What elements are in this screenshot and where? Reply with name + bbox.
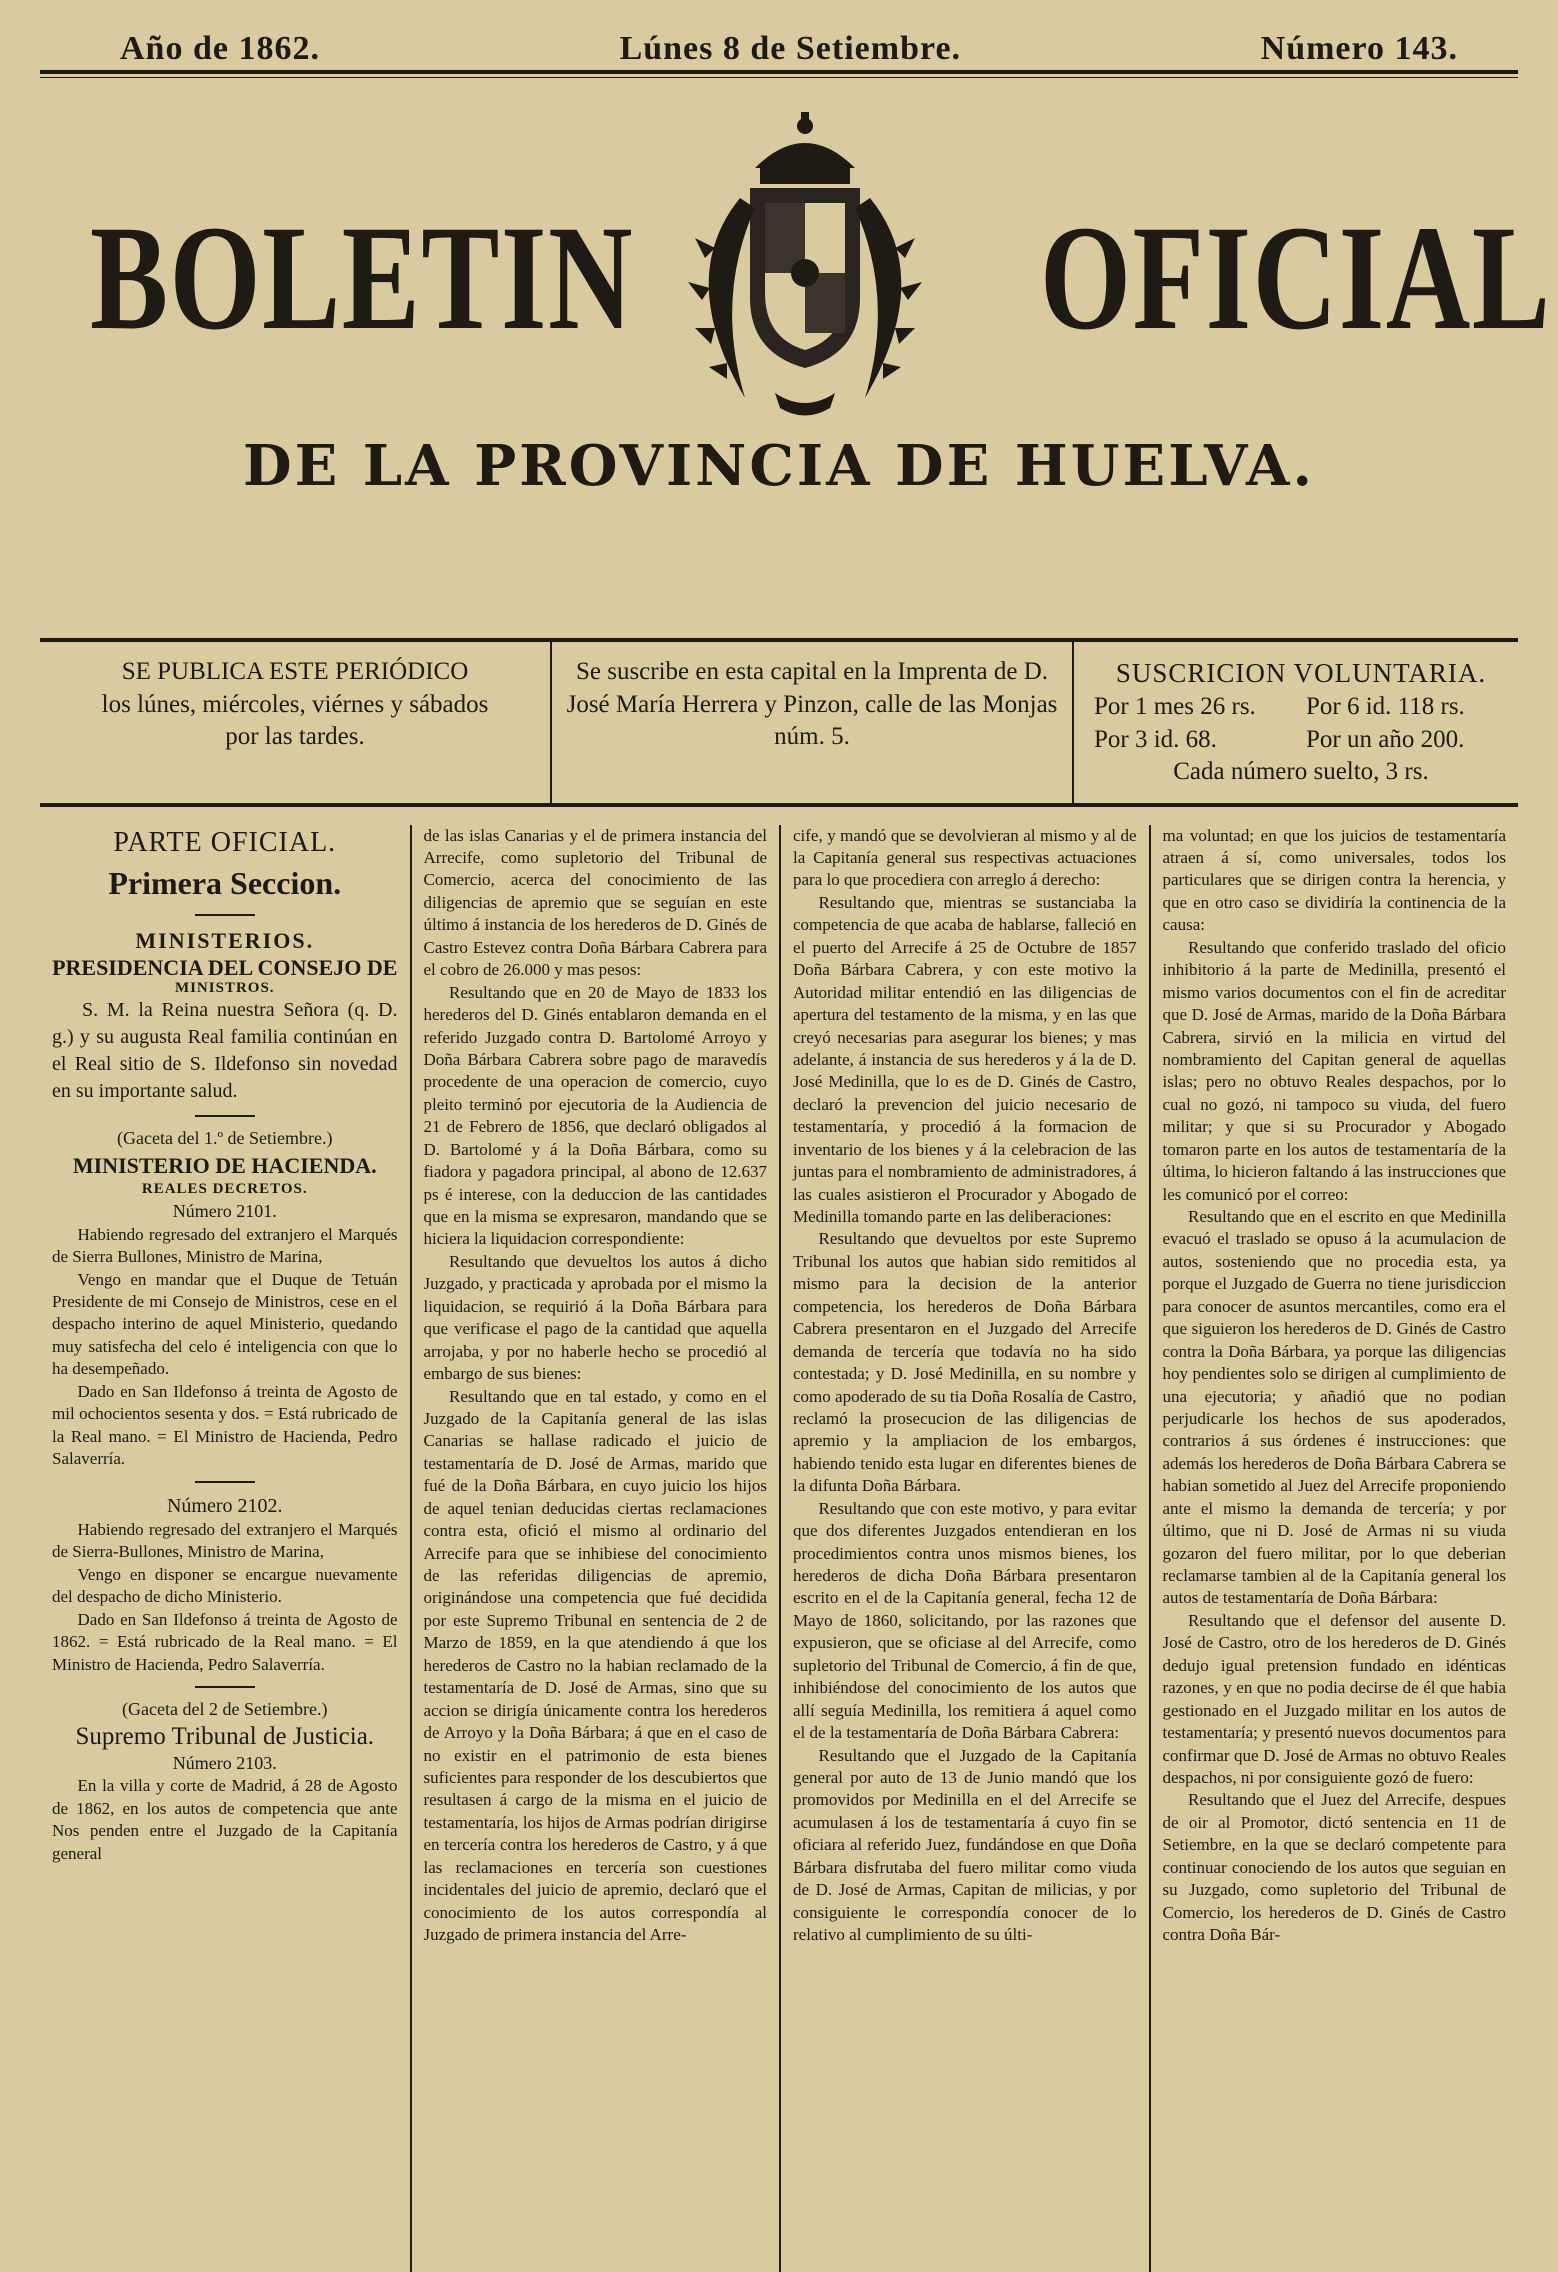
section-title: Primera Seccion. <box>108 864 342 901</box>
presidencia-sub: MINISTROS. <box>174 980 275 997</box>
divider <box>195 1481 255 1483</box>
paragraph: Resultando que en tal estado, y como en el Juzgado de la Capitanía general de las islas Canarias se hallase radicado el juicio de testamentaría de D. José de Armas, marido que fué de la Doña Bárbara, en cuyo juicio los hijos de aquel tenian deducidas ciertas reclamaciones contra esta, ofició el mismo al ordinario del Arrecife para que se inhibiese del conocimiento de las referidas diligencias de apremio, originándose una competencia que fué decidida por este Supremo Tribunal en sentencia de 2 de Marzo de 1859, en la que atendiendo á que los herederos de Castro no la habian reclamado de la testamentaría de D. José de Armas, sino que su accion se dirigía únicamente contra los herederos de Arroyo y la Doña Bárbara; á que en el caso de no existir en el patrimonio de esta bienes suficientes para responder de los descubiertos que resultasen á cargo de la misma en el juicio de testamentaría, los hijos de Armas podrían dirigirse en tercería contra los herederos de Castro, y á que las reclamaciones en tercería son cuestiones incidentales del juicio de apremio, declaró que el conocimiento de los autos correspondía al Juzgado de primera instancia del Arre- <box>423 1386 767 1945</box>
paragraph: En la villa y corte de Madrid, á 28 de Agosto de 1862, en los autos de competencia que ante Nos penden entre el Juzgado de la Capitanía general <box>52 1776 398 1863</box>
masthead-title-left: BOLETIN <box>90 195 635 361</box>
issue-number: Número 143. <box>1260 30 1458 67</box>
divider <box>195 914 255 916</box>
single-issue-price: Cada número suelto, 3 rs. <box>1173 758 1429 786</box>
rate-item: Por 3 id. 68. <box>1094 725 1217 753</box>
column-2 <box>410 825 780 2272</box>
paragraph: Vengo en disponer se encargue nuevamente del despacho de dicho Ministerio. <box>52 1564 398 1607</box>
subscription-box <box>40 638 1518 807</box>
divider <box>195 1686 255 1688</box>
subscription-rates <box>1074 642 1518 803</box>
paragraph: ma voluntad; en que los juicios de testamentaría atraen á sí, como universales, todos los particulares que se dirigen contra la herencia, y que en otro caso se dividiría la continencia de la causa: <box>1162 825 1506 935</box>
masthead-subtitle: DE LA PROVINCIA DE HUELVA. <box>243 433 1315 499</box>
schedule-line: SE PUBLICA ESTE PERIÓDICO <box>121 658 469 685</box>
date-label: Lúnes 8 de Setiembre. <box>619 30 962 67</box>
paragraph: Resultando que el defensor del ausente D. José de Castro, otro de los herederos de D. Ginés dedujo igual pretension fundado en idénticas razones, y en que no podia decirse de él que habia gestionado en el Juzgado militar en los autos de testamentaría; y presentó nuevos documentos para confirmar que D. José de Armas no obtuvo Reales despachos, ni por consiguiente gozó de fuero: <box>1162 1610 1506 1787</box>
gaceta-citation: (Gaceta del 2 de Setiembre.) <box>122 1698 328 1719</box>
paragraph: Resultando que, mientras se sustanciaba la competencia de que acaba de hablarse, falleció en el puerto del Arrecife á 25 de Octubre de 1857 Doña Bárbara Cabrera, y con este motivo la Autoridad militar entendió en las diligencias de apertura del testamento de la misma, y en las que creyó necesarias para asegurar los bienes; y mas adelante, á instancia de sus herederos y á la de D. José Medinilla, que lo es de D. Ginés de Castro, declaró la prevencion del juicio necesario de testamentaría, y procedió á la formacion de inventario de los bienes y á la celebracion de las juntas para el nombramiento de administradores, á las cuales asistieron el Procurador y Abogado de Medinilla tomando parte en las deliberaciones: <box>793 892 1137 1227</box>
presidencia-heading <box>52 955 398 998</box>
paragraph: Resultando que con este motivo, y para evitar que dos diferentes Juzgados entendieran en los procedimientos contra unos mismos bienes, los herederos de dicha Doña Bárbara presentaron escrito en el de la Capitanía general, fecha 12 de Mayo de 1860, solicitando, por las razones que expusieron, que se oficiase al del Arrecife, como supletorio del Tribunal de Comercio, á fin de que, inhibiéndose del conocimiento de los autos que allí seguía Medinilla, los remitiera á aquel como el de la testamentaría de Doña Bárbara Cabrera: <box>793 1498 1137 1743</box>
rates-grid <box>1094 691 1508 756</box>
paragraph: Resultando que devueltos por este Supremo Tribunal los autos que habian sido remitidos al mismo para la decision de la anterior competencia, los herederos de Doña Bárbara Cabrera presentaron en el Juzgado del Arrecife demanda de tercería que todavía no ha sido contestada; y D. José Medinilla, en su nombre y como apoderado de su tia Doña Rosalía de Castro, reclamó la prosecucion de las diligencias de apremio y la ampliacion de los embargos, habiendo tenido esta lugar en diferentes bienes de la difunta Doña Bárbara. <box>793 1229 1137 1496</box>
paragraph: Resultando que el Juzgado de la Capitanía general por auto de 13 de Junio mandó que los promovidos por Medinilla en el del Arrecife se acumulasen á los de testamentaría á cuyo fin se oficiara al referido Juez, fundándose en que Doña Bárbara disfrutaba del fuero militar como viuda de D. José de Armas, Capitan de milicias, y por consiguiente le correspondía conocer de lo relativo al cumplimiento de su últi- <box>793 1745 1137 1945</box>
rate-item: Por 6 id. 118 rs. <box>1306 693 1465 721</box>
divider <box>195 1115 255 1117</box>
year-label: Año de 1862. <box>120 30 320 67</box>
column-3 <box>779 825 1149 2272</box>
paragraph: Resultando que conferido traslado del oficio inhibitorio á la parte de Medinilla, presentó el mismo varios documentos con el fin de acreditar que D. José de Armas, marido de la Doña Bárbara Cabrera, sirvió en la milicia en virtud del nombramiento del Capitan general de aquellas islas; pero no obtuvo Reales despachos, por lo cual no gozó, ni tampoco su viuda, del fuero militar; y que si su Procurador y Abogado tomaron parte en los autos de testamentaría de la última, lo hicieron faltando á las instrucciones que les comunicó por el correo: <box>1162 937 1506 1204</box>
schedule-line: por las tardes. <box>225 723 365 750</box>
masthead <box>40 78 1552 499</box>
decree-number: Número 2103. <box>172 1752 277 1773</box>
ministerios-heading: MINISTERIOS. <box>135 927 315 953</box>
paragraph: Dado en San Ildefonso á treinta de Agosto de mil ochocientos sesenta y dos. = Está rubricado de la Real mano. = El Ministro de Hacienda, Pedro Salaverría. <box>52 1381 398 1469</box>
paragraph: Vengo en mandar que el Duque de Tetuán Presidente de mi Consejo de Ministros, cese en el despacho interino de aquel Ministerio, quedando muy satisfecha del celo é inteligencia con que lo ha desempeñado. <box>52 1269 398 1379</box>
paragraph: Resultando que devueltos los autos á dicho Juzgado, y practicada y aprobada por el mismo la liquidacion, se requirió á la Doña Bárbara para que verificase el pago de la cantidad que aquella arrojaba, y por no haberle hecho se procedió al embargo de sus bienes: <box>423 1251 767 1384</box>
rate-item: Por un año 200. <box>1306 725 1465 753</box>
publication-schedule <box>40 642 552 803</box>
section-heading: PARTE OFICIAL. <box>113 826 337 858</box>
article-columns <box>40 825 1518 2272</box>
paragraph: S. M. la Reina nuestra Señora (q. D. g.) y su augusta Real familia continúan en el Real sitio de S. Ildefonso sin novedad en su importante salud. <box>52 999 398 1103</box>
rates-title: SUSCRICION VOLUNTARIA. <box>1115 658 1487 688</box>
paragraph: Dado en San Ildefonso á treinta de Agosto de 1862. = Está rubricado de la Real mano. = El Ministro de Hacienda, Pedro Salaverría. <box>52 1609 398 1674</box>
reales-heading: REALES DECRETOS. <box>141 1181 308 1198</box>
decree-number: Número 2102. <box>166 1494 283 1517</box>
paragraph: Resultando que en 20 de Mayo de 1833 los herederos del D. Ginés entablaron demanda en el referido Juzgado contra D. Bartolomé Arroyo y Doña Bárbara Cabrera sobre pago de maravedís procedente de una operacion de comercio, cuyo pleito terminó por ejecutoria de la Audiencia de 21 de Febrero de 1856, que declaró obligados al D. Bartolomé y á la Doña Bárbara, como su fiadora y pagadora principal, al abono de 12.637 ps é interese, con la deduccion de las cantidades que en la misma se expresaron, mandando que se hiciera la liquidacion correspondiente: <box>423 982 767 1249</box>
subscription-address: Se suscribe en esta capital en la Imprenta de D. José María Herrera y Pinzon, calle de las Monjas núm. 5. <box>552 642 1074 803</box>
tribunal-heading: Supremo Tribunal de Justicia. <box>75 1722 375 1750</box>
paragraph: de las islas Canarias y el de primera instancia del Arrecife, como supletorio del Tribunal de Comercio, acerca del conocimiento de las diligencias de apremio que se seguían en este último á instancia de los herederos de D. Ginés de Castro Estevez contra Doña Bárbara Cabrera para el cobro de 26.000 y mas pesos: <box>423 825 767 980</box>
column-4 <box>1149 825 1519 2272</box>
coat-of-arms-icon <box>655 108 955 438</box>
paragraph: Resultando que en el escrito en que Medinilla evacuó el traslado se opuso á la acumulacion de autos, sosteniendo que no procedia esta, ya porque el Juzgado de Guerra no tiene jurisdiccion para conocer de asuntos mercantiles, como era el que siguieron los herederos de D. Ginés de Castro contra la Doña Bárbara, ya porque las diligencias hoy pendientes solo se dirigen al cumplimiento de una ejecutoria; y añadió que no podian perjudicarle los hechos de sus apoderados, contrarios á sus órdenes é instrucciones: que además los herederos de Doña Bárbara Cabrera se habian sometido al Juez del Arrecife proponiendo ante el mismo la demanda de tercería; y por último, que ni D. José de Armas ni su viuda gozaron del fuero militar, por lo que deberian reclamarse tambien al de la Capitanía general los autos de testamentaría de Doña Bárbara: <box>1162 1207 1506 1608</box>
paragraph: cife, y mandó que se devolvieran al mismo y al de la Capitanía general sus respectivas actuaciones para lo que procediera con arreglo á derecho: <box>793 825 1137 890</box>
column-1 <box>40 825 410 2272</box>
masthead-title-right: OFICIAL <box>1040 195 1552 361</box>
paragraph: Habiendo regresado del extranjero el Marqués de Sierra-Bullones, Ministro de Marina, <box>52 1519 398 1562</box>
gaceta-citation: (Gaceta del 1.º de Setiembre.) <box>117 1128 333 1149</box>
paragraph: Resultando que el Juez del Arrecife, despues de oir al Promotor, dictó sentencia en 11 de Setiembre, en la que se declaró competente para continuar conociendo de los autos que seguian en su Juzgado, como supletorio del Tribunal de Comercio, los herederos de D. Ginés de Castro contra Doña Bár- <box>1162 1790 1506 1945</box>
dateline <box>40 0 1518 70</box>
paragraph: Habiendo regresado del extranjero el Marqués de Sierra Bullones, Ministro de Marina, <box>52 1224 398 1267</box>
top-rule <box>40 70 1518 74</box>
schedule-line: los lúnes, miércoles, viérnes y sábados <box>101 690 489 718</box>
presidencia-line: PRESIDENCIA DEL CONSEJO DE <box>52 954 398 980</box>
hacienda-heading: MINISTERIO DE HACIENDA. <box>72 1153 377 1179</box>
rate-item: Por 1 mes 26 rs. <box>1094 693 1256 721</box>
decree-number: Número 2101. <box>172 1200 277 1221</box>
